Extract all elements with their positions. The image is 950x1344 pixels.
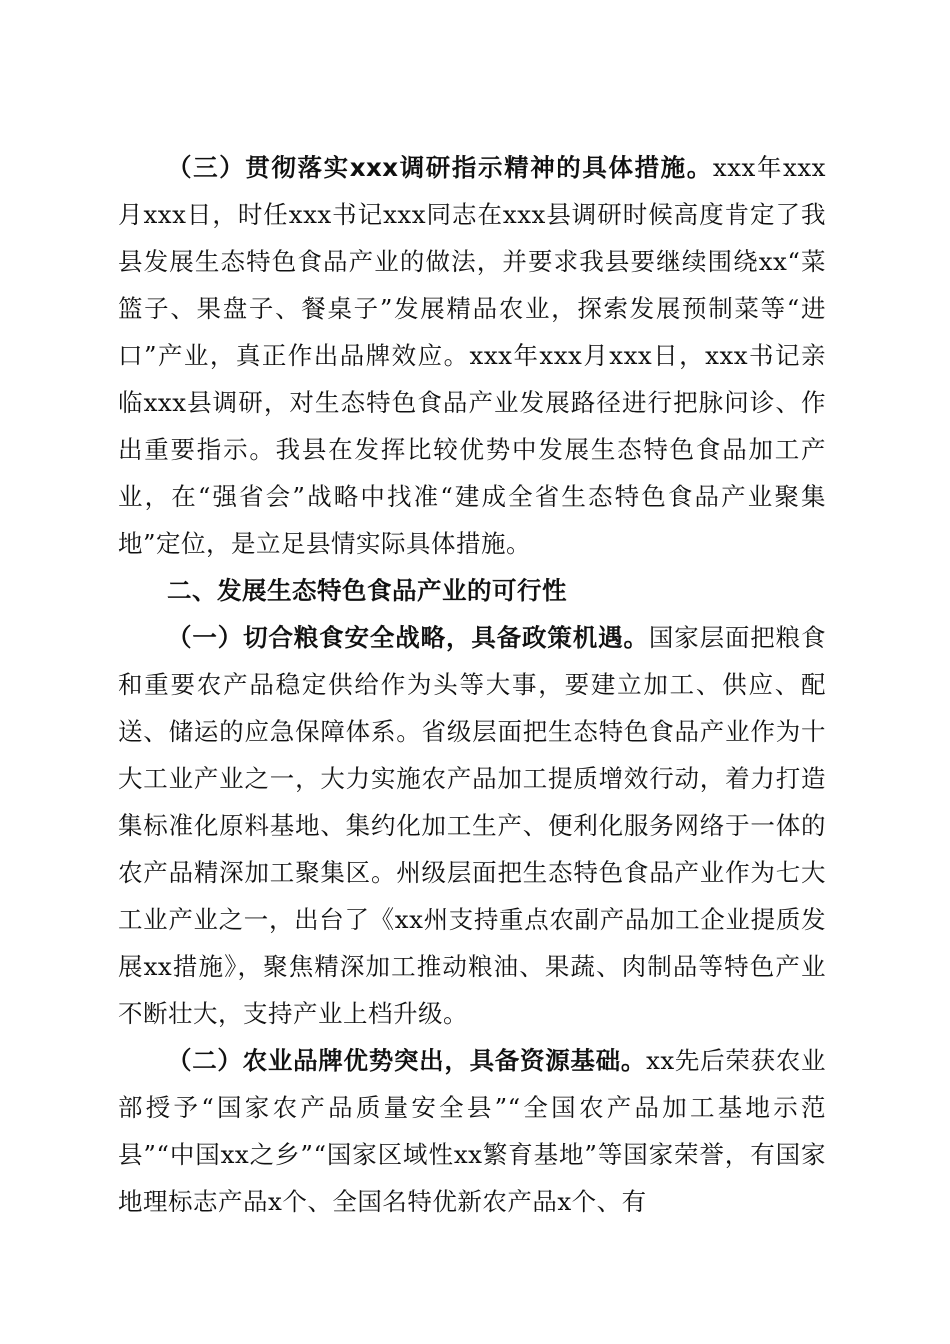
section-heading: 二、发展生态特色食品产业的可行性: [167, 576, 567, 605]
document-body: [118, 144, 826, 1225]
paragraph-brand-advantage: [118, 1037, 826, 1225]
paragraph-lead-measures: （三）贯彻落实xxx调研指示精神的具体措施。: [167, 153, 713, 182]
paragraph-text-measures: xxx年xxx月xxx日，时任xxx书记xxx同志在xxx县调研时候高度肯定了我县发展生态特色食品产业的做法，并要求我县要继续围绕xx“菜篮子、果盘子、餐桌子”发展精品农业，探索发展预制菜等“进口”产业，真正作出品牌效应。xxx年xxx月xxx日，xxx书记亲临xxx县调研，对生态特色食品产业发展路径进行把脉问诊、作出重要指示。我县在发挥比较优势中发展生态特色食品加工产业，在“强省会”战略中找准“建成全省生态特色食品产业聚集地”定位，是立足县情实际具体措施。: [118, 153, 826, 558]
paragraph-measures: [118, 144, 826, 567]
paragraph-text-brand-advantage: xx先后荣获农业部授予“国家农产品质量安全县”“全国农产品加工基地示范县”“中国xx之乡”“国家区域性xx繁育基地”等国家荣誉，有国家地理标志产品x个、全国名特优新农产品x个、有: [118, 1046, 826, 1216]
paragraph-food-security: [118, 614, 826, 1037]
paragraph-text-food-security: 国家层面把粮食和重要农产品稳定供给作为头等大事，要建立加工、供应、配送、储运的应急保障体系。省级层面把生态特色食品产业作为十大工业产业之一，大力实施农产品加工提质增效行动，着力打造集标准化原料基地、集约化加工生产、便利化服务网络于一体的农产品精深加工聚集区。州级层面把生态特色食品产业作为七大工业产业之一，出台了《xx州支持重点农副产品加工企业提质发展xx措施》，聚焦精深加工推动粮油、果蔬、肉制品等特色产业不断壮大，支持产业上档升级。: [118, 623, 827, 1028]
paragraph-lead-brand-advantage: （二）农业品牌优势突出，具备资源基础。: [167, 1046, 647, 1075]
paragraph-lead-food-security: （一）切合粮食安全战略，具备政策机遇。: [167, 623, 649, 652]
